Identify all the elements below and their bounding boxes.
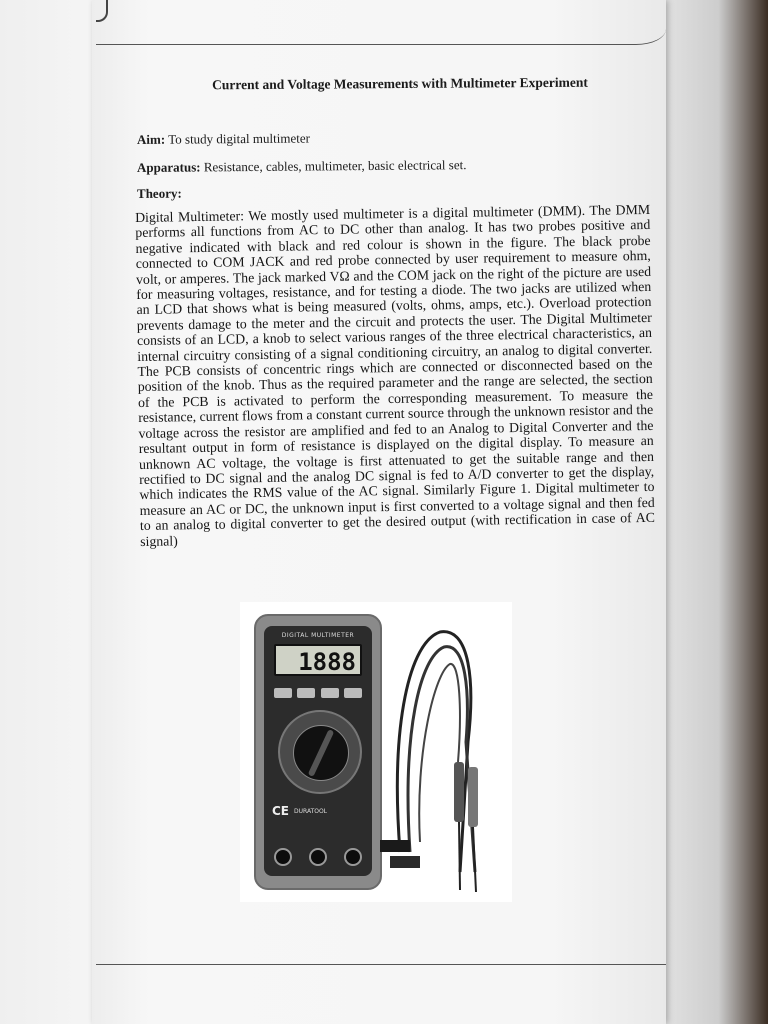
theory-paragraph: Digital Multimeter: We mostly used multimeter is a digital multimeter (DMM). The DMM performs all functions from AC to DC other than analog. It has two probes positive and negative indicated with black and red colour is shown in the figure. The black probe connected to COM JACK and red probe connected by user requirement to measure ohm, volt, or amperes. The jack marked VΩ and the COM jack on the right of the picture are used for measuring voltages, resistance, and for testing a diode. The two jacks are utilized when an LCD that shows what is being measured (volts, ohms, amps, etc.). Overload protection prevents damage to the meter and the circuit and protects the user. The Digital Multimeter consists of an LCD, a knob to select various ranges of the three electrical characteristics, an internal circuitry consisting of a signal conditioning circuitry, an analog to digital converter. The PCB consists of concentric rings which are connected or disconnected based on the position of the knob. Thus as the required parameter and the range are selected, the section of the PCB is activated to perform the corresponding measurement. To measure the resistance, current flows from a constant current source through the unknown resistor and the voltage across the resistor are amplified and fed to an Analog to Digital Converter and the resultant output in form of resistance is displayed on the digital display. To measure an unknown AC voltage, the voltage is first attenuated to get the suitable range and then rectified to DC signal and the analog DC signal is fed to A/D converter to get the display, which indicates the RMS value of the AC signal. Similarly Figure 1. Digital multimeter to measure an AC or DC, the unknown input is first converted to a voltage signal and then fed to an analog to digital converter to get the desired output (with rectification in case of AC signal)	[135, 201, 656, 549]
theory-heading-line	[137, 186, 182, 202]
header-rule	[96, 18, 666, 45]
lead-cable-red	[408, 647, 475, 872]
apparatus-label: Apparatus:	[136, 159, 201, 175]
multimeter-figure	[240, 602, 512, 902]
backdrop-right	[658, 0, 768, 1024]
lead-plug-red	[390, 856, 420, 868]
lead-plug-black	[380, 840, 410, 852]
jack-10a	[274, 848, 292, 866]
function-button	[344, 688, 362, 698]
apparatus-line	[137, 157, 467, 176]
jack-vohm	[344, 848, 362, 866]
probe-tip-black	[459, 822, 460, 890]
function-button	[321, 688, 339, 698]
lcd-display: 1888	[274, 644, 362, 676]
footer-rule	[96, 964, 666, 965]
test-leads-image	[380, 602, 510, 902]
selector-knob	[293, 725, 349, 781]
probe-handle-black	[454, 762, 464, 822]
lead-cable-loop	[419, 664, 460, 842]
function-button	[274, 688, 292, 698]
multimeter-body	[254, 614, 382, 890]
multimeter-brand: DIGITAL MULTIMETER	[281, 632, 355, 639]
jack-com	[309, 848, 327, 866]
maker-label: DURATOOL	[294, 808, 328, 815]
range-selector-ring	[278, 710, 362, 794]
ce-mark: CE	[272, 804, 290, 818]
function-buttons	[274, 688, 362, 698]
aim-line	[137, 130, 310, 148]
page-title: Current and Voltage Measurements with Multimeter Experiment	[212, 74, 588, 93]
probe-handle-red	[468, 767, 478, 827]
apparatus-text: Resistance, cables, multimeter, basic electrical set.	[203, 157, 467, 175]
aim-text: To study digital multimeter	[168, 130, 310, 147]
knob-pointer	[308, 729, 335, 777]
aim-label: Aim:	[136, 131, 166, 147]
input-jacks	[274, 848, 362, 866]
multimeter-face	[264, 626, 372, 876]
function-button	[297, 688, 315, 698]
theory-label: Theory:	[136, 185, 182, 201]
